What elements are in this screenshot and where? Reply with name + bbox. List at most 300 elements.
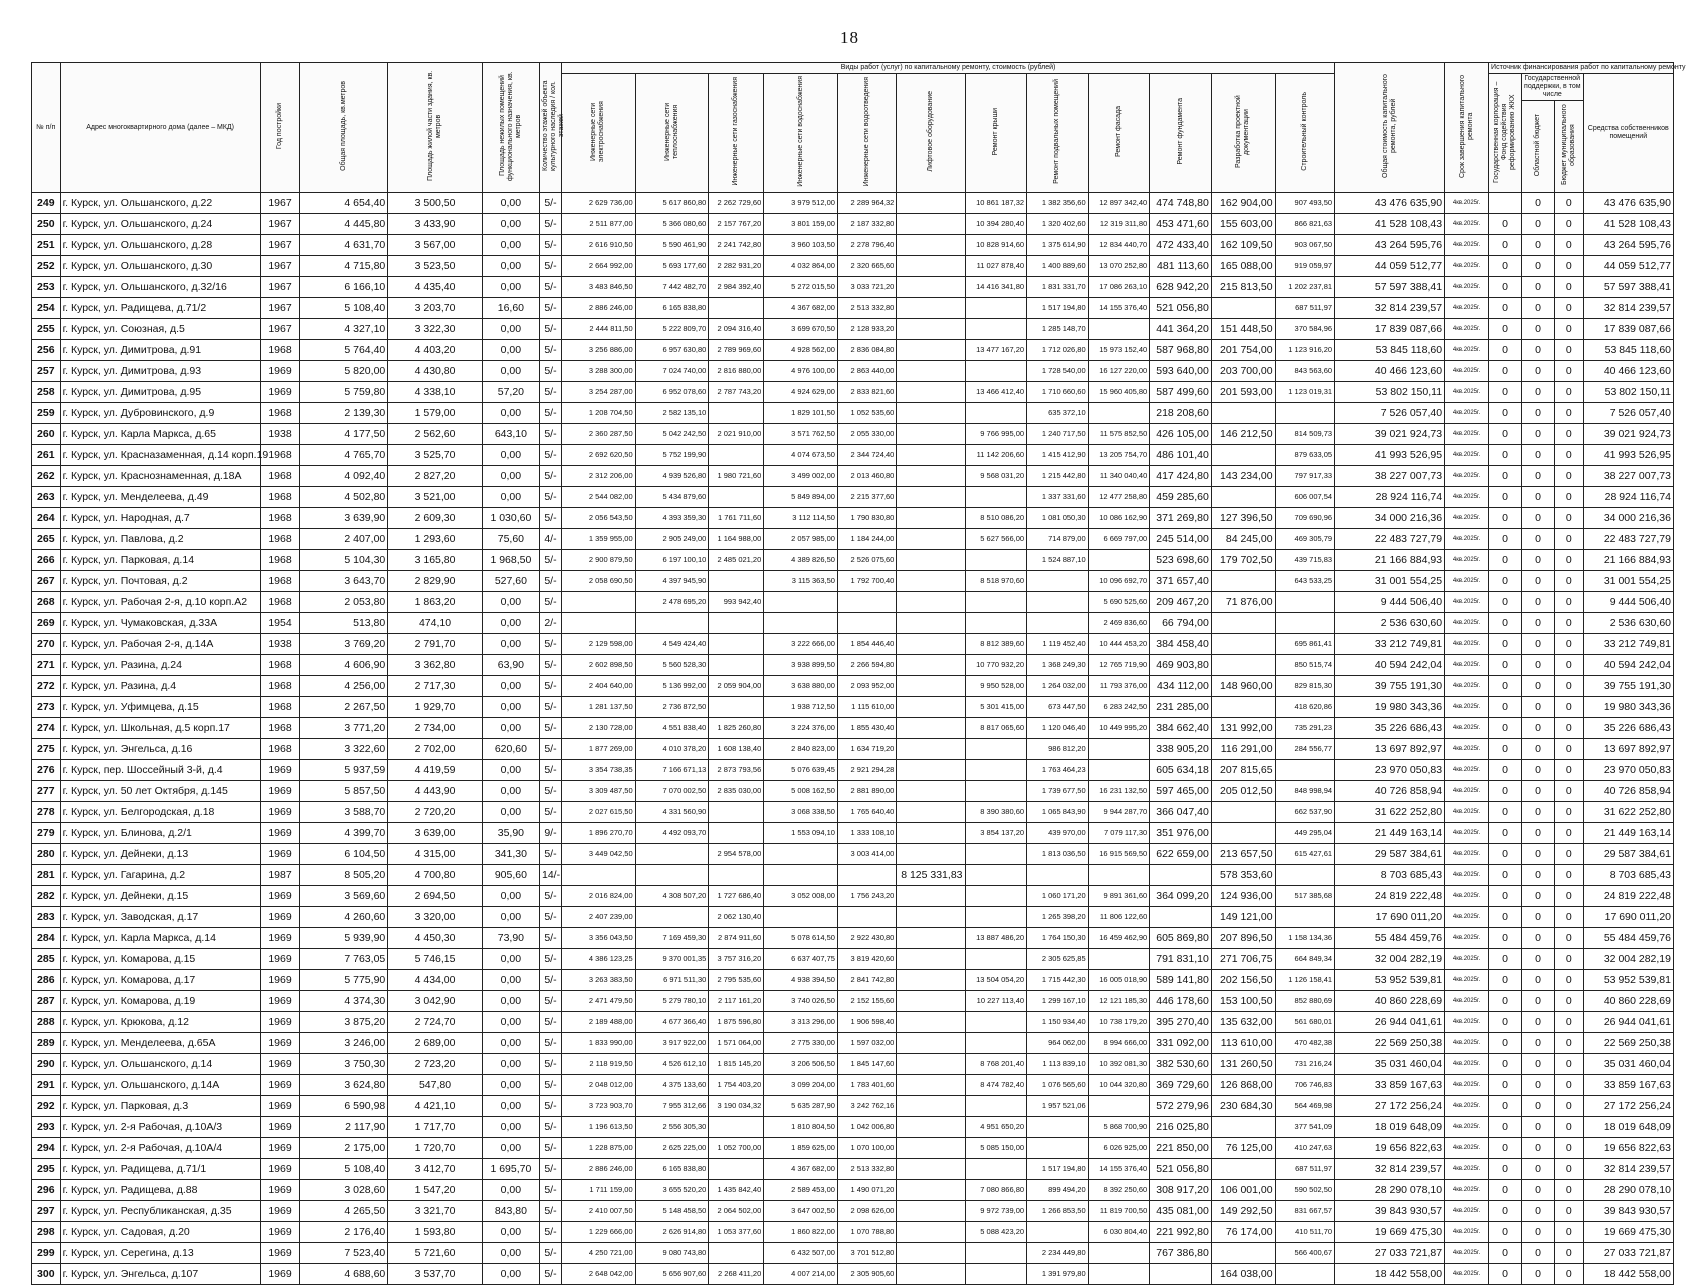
cell-w-foundation: 426 105,00 [1150,424,1212,445]
cell-src-regional: 0 [1522,1159,1555,1180]
table-row [32,256,1674,277]
cell-total-cost: 43 264 595,76 [1335,235,1445,256]
cell-src-regional: 0 [1522,886,1555,907]
cell-w-heat: 6 971 511,30 [635,970,709,991]
cell-w-control: 919 059,97 [1275,256,1335,277]
cell-w-gas [709,298,764,319]
cell-address: г. Курск, ул. Республиканская, д.35 [60,1201,260,1222]
cell-src-owners: 26 944 041,61 [1583,1012,1673,1033]
cell-total-cost: 32 814 239,57 [1335,1159,1445,1180]
cell-w-heat: 4 308 507,20 [635,886,709,907]
cell-w-heat: 9 080 743,80 [635,1243,709,1264]
cell-w-foundation: 331 092,00 [1150,1033,1212,1054]
cell-w-foundation: 308 917,20 [1150,1180,1212,1201]
cell-w-basement [1027,1117,1089,1138]
table-row [32,655,1674,676]
cell-nonres-area: 0,00 [482,949,539,970]
cell-row-number: 284 [32,928,61,949]
cell-w-basement: 1 076 565,60 [1027,1075,1089,1096]
cell-w-water: 3 740 026,50 [764,991,838,1012]
cell-w-elec: 1 877 269,00 [561,739,635,760]
cell-total-cost: 27 033 721,87 [1335,1243,1445,1264]
cell-w-lift [897,277,965,298]
cell-w-roof: 8 390 380,60 [965,802,1027,823]
cell-w-basement: 1 060 171,20 [1027,886,1089,907]
cell-w-heat [635,844,709,865]
cell-address: г. Курск, ул. Народная, д.7 [60,508,260,529]
cell-row-number: 290 [32,1054,61,1075]
cell-w-lift [897,1075,965,1096]
cell-total-cost: 28 290 078,10 [1335,1180,1445,1201]
cell-row-number: 283 [32,907,61,928]
cell-w-elec: 2 629 736,00 [561,193,635,214]
cell-address: г. Курск, ул. Садовая, д.20 [60,1222,260,1243]
cell-total-cost: 41 528 108,43 [1335,214,1445,235]
cell-src-owners: 32 004 282,19 [1583,949,1673,970]
cell-w-roof [965,865,1027,886]
cell-w-lift [897,298,965,319]
cell-nonres-area: 0,00 [482,1075,539,1096]
cell-w-basement: 2 234 449,80 [1027,1243,1089,1264]
cell-floors: 5/- [539,277,561,298]
cell-w-facade: 2 469 836,60 [1088,613,1150,634]
cell-address: г. Курск, ул. Ольшанского, д.14А [60,1075,260,1096]
cell-year: 1967 [260,193,300,214]
cell-living-area: 2 791,70 [388,634,483,655]
cell-w-lift [897,319,965,340]
cell-w-facade: 16 459 462,90 [1088,928,1150,949]
cell-w-design: 131 992,00 [1211,718,1275,739]
cell-row-number: 266 [32,550,61,571]
cell-src-owners: 29 587 384,61 [1583,844,1673,865]
cell-total-cost: 44 059 512,77 [1335,256,1445,277]
cell-floors: 5/- [539,1054,561,1075]
cell-nonres-area: 0,00 [482,1033,539,1054]
cell-year: 1968 [260,550,300,571]
header-w-elec: Инженерные сети электроснабжения [561,74,635,193]
cell-deadline: 4кв.2025г. [1445,991,1489,1012]
cell-nonres-area: 0,00 [482,193,539,214]
cell-w-control: 907 493,50 [1275,193,1335,214]
cell-w-control: 615 427,61 [1275,844,1335,865]
cell-w-design: 153 100,50 [1211,991,1275,1012]
cell-nonres-area: 0,00 [482,1138,539,1159]
cell-w-water: 3 647 002,50 [764,1201,838,1222]
cell-w-foundation: 587 968,80 [1150,340,1212,361]
cell-w-control: 564 469,98 [1275,1096,1335,1117]
cell-w-facade: 15 973 152,40 [1088,340,1150,361]
cell-w-heat: 7 166 671,13 [635,760,709,781]
cell-w-control: 377 541,09 [1275,1117,1335,1138]
cell-w-sewer [837,907,896,928]
cell-src-regional: 0 [1522,193,1555,214]
cell-deadline: 4кв.2025г. [1445,739,1489,760]
cell-floors: 5/- [539,949,561,970]
cell-src-municipal: 0 [1555,550,1584,571]
cell-w-gas: 2 157 767,20 [709,214,764,235]
table-row [32,949,1674,970]
table-row [32,235,1674,256]
table-row [32,823,1674,844]
cell-w-elec: 2 544 082,00 [561,487,635,508]
cell-w-foundation: 434 112,00 [1150,676,1212,697]
cell-deadline: 4кв.2025г. [1445,1180,1489,1201]
cell-w-water: 4 389 826,50 [764,550,838,571]
cell-total-area: 5 764,40 [300,340,388,361]
cell-floors: 5/- [539,1096,561,1117]
cell-year: 1969 [260,1222,300,1243]
cell-src-regional: 0 [1522,1243,1555,1264]
cell-w-design: 76 174,00 [1211,1222,1275,1243]
cell-deadline: 4кв.2025г. [1445,1012,1489,1033]
cell-floors: 5/- [539,235,561,256]
cell-w-heat: 2 582 135,10 [635,403,709,424]
cell-w-design: 578 353,60 [1211,865,1275,886]
cell-src-owners: 44 059 512,77 [1583,256,1673,277]
cell-w-design: 207 896,50 [1211,928,1275,949]
cell-floors: 5/- [539,739,561,760]
cell-floors: 5/- [539,445,561,466]
cell-w-facade: 16 231 132,50 [1088,781,1150,802]
cell-nonres-area: 0,00 [482,718,539,739]
cell-row-number: 253 [32,277,61,298]
cell-w-gas: 1 980 721,60 [709,466,764,487]
cell-address: г. Курск, ул. Карла Маркса, д.65 [60,424,260,445]
cell-year: 1938 [260,634,300,655]
cell-src-regional: 0 [1522,235,1555,256]
cell-address: г. Курск, ул. Красназаменная, д.14 корп.19 [60,445,260,466]
cell-year: 1969 [260,1159,300,1180]
cell-living-area: 3 321,70 [388,1201,483,1222]
cell-nonres-area: 16,60 [482,298,539,319]
cell-src-owners: 39 755 191,30 [1583,676,1673,697]
cell-row-number: 296 [32,1180,61,1201]
cell-w-foundation: 371 269,80 [1150,508,1212,529]
cell-w-design [1211,613,1275,634]
cell-nonres-area: 843,80 [482,1201,539,1222]
cell-src-regional: 0 [1522,676,1555,697]
cell-w-facade: 10 738 179,20 [1088,1012,1150,1033]
cell-src-owners: 33 212 749,81 [1583,634,1673,655]
cell-year: 1969 [260,1201,300,1222]
cell-row-number: 265 [32,529,61,550]
cell-year: 1969 [260,823,300,844]
cell-w-design: 149 121,00 [1211,907,1275,928]
cell-living-area: 5 746,15 [388,949,483,970]
cell-src-owners: 27 172 256,24 [1583,1096,1673,1117]
cell-src-owners: 41 528 108,43 [1583,214,1673,235]
cell-w-facade [1088,550,1150,571]
header-w-lift: Лифтовое оборудование [897,74,965,193]
cell-year: 1968 [260,655,300,676]
cell-src-fund: 0 [1489,550,1522,571]
cell-w-roof [965,1159,1027,1180]
cell-w-basement: 1 065 843,90 [1027,802,1089,823]
cell-w-roof [965,1012,1027,1033]
cell-deadline: 4кв.2025г. [1445,550,1489,571]
header-total-area: Общая площадь, кв.метров [300,63,388,193]
cell-src-regional: 0 [1522,529,1555,550]
cell-total-area: 4 327,10 [300,319,388,340]
cell-year: 1968 [260,529,300,550]
cell-w-basement: 1 763 464,23 [1027,760,1089,781]
cell-w-sewer: 1 783 401,60 [837,1075,896,1096]
cell-row-number: 264 [32,508,61,529]
cell-nonres-area: 0,00 [482,1096,539,1117]
cell-address: г. Курск, ул. Школьная, д.5 корп.17 [60,718,260,739]
cell-w-lift [897,718,965,739]
cell-w-water: 2 589 453,00 [764,1180,838,1201]
cell-w-elec: 1 229 666,00 [561,1222,635,1243]
cell-src-regional: 0 [1522,277,1555,298]
cell-w-facade [1088,1096,1150,1117]
cell-w-water: 5 272 015,50 [764,277,838,298]
cell-deadline: 4кв.2025г. [1445,1096,1489,1117]
cell-w-design: 71 876,00 [1211,592,1275,613]
cell-src-municipal: 0 [1555,466,1584,487]
cell-address: г. Курск, ул. Заводская, д.17 [60,907,260,928]
cell-src-fund: 0 [1489,592,1522,613]
cell-year: 1968 [260,739,300,760]
cell-year: 1969 [260,1096,300,1117]
table-row [32,529,1674,550]
cell-w-design [1211,634,1275,655]
cell-w-lift [897,1222,965,1243]
cell-total-area: 2 139,30 [300,403,388,424]
table-row [32,886,1674,907]
header-year: Год постройки [260,63,300,193]
cell-living-area: 4 700,80 [388,865,483,886]
cell-w-facade [1088,949,1150,970]
cell-total-area: 5 939,90 [300,928,388,949]
cell-w-elec: 2 360 287,50 [561,424,635,445]
cell-deadline: 4кв.2025г. [1445,928,1489,949]
table-row [32,1159,1674,1180]
cell-w-control: 687 511,97 [1275,1159,1335,1180]
cell-floors: 5/- [539,676,561,697]
cell-w-heat: 3 655 520,20 [635,1180,709,1201]
cell-w-gas: 2 874 911,60 [709,928,764,949]
cell-total-area: 4 765,70 [300,445,388,466]
cell-src-fund: 0 [1489,1222,1522,1243]
cell-src-owners: 31 622 252,80 [1583,802,1673,823]
cell-src-fund: 0 [1489,214,1522,235]
cell-w-elec: 2 130 728,00 [561,718,635,739]
cell-w-facade [1088,319,1150,340]
cell-w-heat: 7 024 740,00 [635,361,709,382]
cell-w-heat: 5 434 879,60 [635,487,709,508]
cell-w-elec: 1 359 955,00 [561,529,635,550]
cell-src-municipal: 0 [1555,949,1584,970]
cell-year: 1969 [260,1033,300,1054]
cell-nonres-area: 0,00 [482,1243,539,1264]
cell-year: 1967 [260,298,300,319]
cell-w-gas: 2 789 969,60 [709,340,764,361]
cell-row-number: 293 [32,1117,61,1138]
cell-w-water [764,907,838,928]
cell-w-heat: 2 625 225,00 [635,1138,709,1159]
cell-row-number: 298 [32,1222,61,1243]
cell-deadline: 4кв.2025г. [1445,1138,1489,1159]
cell-src-regional: 0 [1522,739,1555,760]
cell-total-area: 3 771,20 [300,718,388,739]
cell-w-sewer: 1 756 243,20 [837,886,896,907]
cell-src-municipal: 0 [1555,298,1584,319]
cell-w-sewer: 1 115 610,00 [837,697,896,718]
cell-w-sewer: 3 003 414,00 [837,844,896,865]
cell-floors: 9/- [539,823,561,844]
cell-src-fund: 0 [1489,634,1522,655]
cell-living-area: 3 500,50 [388,193,483,214]
cell-nonres-area: 0,00 [482,256,539,277]
cell-deadline: 4кв.2025г. [1445,781,1489,802]
cell-w-elec: 4 250 721,00 [561,1243,635,1264]
cell-src-fund [1489,193,1522,214]
cell-w-basement: 2 305 625,85 [1027,949,1089,970]
cell-total-cost: 38 227 007,73 [1335,466,1445,487]
cell-nonres-area: 0,00 [482,487,539,508]
cell-nonres-area: 1 030,60 [482,508,539,529]
cell-row-number: 272 [32,676,61,697]
cell-floors: 5/- [539,1180,561,1201]
cell-w-heat: 4 010 378,20 [635,739,709,760]
cell-total-area: 5 759,80 [300,382,388,403]
cell-w-control: 664 849,34 [1275,949,1335,970]
cell-row-number: 252 [32,256,61,277]
cell-w-foundation: 459 285,60 [1150,487,1212,508]
cell-src-owners: 32 814 239,57 [1583,298,1673,319]
cell-src-municipal: 0 [1555,991,1584,1012]
cell-row-number: 257 [32,361,61,382]
header-total-cost: Общая стоимость капитального ремонта, рублей [1335,63,1445,193]
cell-address: г. Курск, ул. Серегина, д.13 [60,1243,260,1264]
table-row [32,193,1674,214]
cell-w-design: 116 291,00 [1211,739,1275,760]
cell-w-facade: 7 079 117,30 [1088,823,1150,844]
cell-src-regional: 0 [1522,760,1555,781]
cell-w-gas [709,1243,764,1264]
cell-w-lift [897,382,965,403]
cell-w-water: 3 960 103,50 [764,235,838,256]
cell-w-basement: 1 081 050,30 [1027,508,1089,529]
cell-w-water: 5 635 287,90 [764,1096,838,1117]
cell-w-heat: 4 549 424,40 [635,634,709,655]
cell-w-design: 162 109,50 [1211,235,1275,256]
cell-w-basement: 1 299 167,10 [1027,991,1089,1012]
cell-src-fund: 0 [1489,1264,1522,1285]
cell-floors: 5/- [539,1201,561,1222]
cell-src-owners: 53 845 118,60 [1583,340,1673,361]
cell-w-heat: 2 626 914,80 [635,1222,709,1243]
cell-w-facade: 14 155 376,40 [1088,1159,1150,1180]
cell-w-gas: 2 873 793,56 [709,760,764,781]
cell-w-heat: 2 478 695,20 [635,592,709,613]
cell-total-cost: 33 859 167,63 [1335,1075,1445,1096]
cell-w-gas [709,613,764,634]
cell-w-gas: 1 608 138,40 [709,739,764,760]
cell-w-lift [897,697,965,718]
table-row [32,634,1674,655]
cell-living-area: 4 434,00 [388,970,483,991]
cell-w-basement [1027,592,1089,613]
header-w-foundation: Ремонт фундамента [1150,74,1212,193]
cell-src-fund: 0 [1489,760,1522,781]
cell-src-owners: 40 860 228,69 [1583,991,1673,1012]
cell-w-facade: 10 086 162,90 [1088,508,1150,529]
cell-deadline: 4кв.2025г. [1445,529,1489,550]
cell-total-area: 4 445,80 [300,214,388,235]
header-living-area: Площадь жилой части здания, кв. метров [388,63,483,193]
cell-w-water [764,865,838,886]
cell-w-lift [897,466,965,487]
cell-total-cost: 22 483 727,79 [1335,529,1445,550]
cell-w-design: 155 603,00 [1211,214,1275,235]
cell-floors: 5/- [539,487,561,508]
cell-w-lift [897,802,965,823]
cell-w-control [1275,403,1335,424]
cell-w-basement: 1 119 452,40 [1027,634,1089,655]
cell-total-cost: 35 226 686,43 [1335,718,1445,739]
cell-w-foundation: 351 976,00 [1150,823,1212,844]
cell-nonres-area: 0,00 [482,235,539,256]
cell-src-fund: 0 [1489,949,1522,970]
cell-w-basement: 1 739 677,50 [1027,781,1089,802]
cell-living-area: 3 362,80 [388,655,483,676]
cell-src-fund: 0 [1489,571,1522,592]
cell-src-fund: 0 [1489,781,1522,802]
cell-address: г. Курск, ул. Блинова, д.2/1 [60,823,260,844]
cell-living-area: 4 443,90 [388,781,483,802]
cell-nonres-area: 0,00 [482,1180,539,1201]
cell-w-heat: 4 492 093,70 [635,823,709,844]
cell-floors: 5/- [539,592,561,613]
cell-src-fund: 0 [1489,1096,1522,1117]
cell-w-facade: 16 127 220,00 [1088,361,1150,382]
cell-row-number: 259 [32,403,61,424]
cell-floors: 5/- [539,991,561,1012]
cell-w-heat: 5 560 528,30 [635,655,709,676]
cell-src-municipal: 0 [1555,592,1584,613]
cell-w-facade: 17 086 263,10 [1088,277,1150,298]
cell-w-design [1211,802,1275,823]
cell-year: 1969 [260,802,300,823]
cell-row-number: 281 [32,865,61,886]
cell-year: 1969 [260,1243,300,1264]
cell-row-number: 267 [32,571,61,592]
table-row [32,319,1674,340]
cell-year: 1967 [260,214,300,235]
cell-src-fund: 0 [1489,970,1522,991]
table-row [32,466,1674,487]
cell-w-control: 797 917,33 [1275,466,1335,487]
cell-w-heat: 6 952 078,60 [635,382,709,403]
cell-total-cost: 53 952 539,81 [1335,970,1445,991]
cell-src-owners: 32 814 239,57 [1583,1159,1673,1180]
cell-w-lift [897,214,965,235]
cell-address: г. Курск, ул. Павлова, д.2 [60,529,260,550]
cell-w-water: 1 829 101,50 [764,403,838,424]
cell-floors: 5/- [539,655,561,676]
cell-w-foundation: 384 458,40 [1150,634,1212,655]
cell-w-sewer: 2 344 724,40 [837,445,896,466]
cell-w-sewer: 2 921 294,28 [837,760,896,781]
cell-address: г. Курск, ул. Белгородская, д.18 [60,802,260,823]
header-w-design: Разработка проектной документации [1211,74,1275,193]
cell-living-area: 3 521,00 [388,487,483,508]
cell-w-sewer: 1 792 700,40 [837,571,896,592]
cell-w-foundation: 366 047,40 [1150,802,1212,823]
cell-row-number: 286 [32,970,61,991]
